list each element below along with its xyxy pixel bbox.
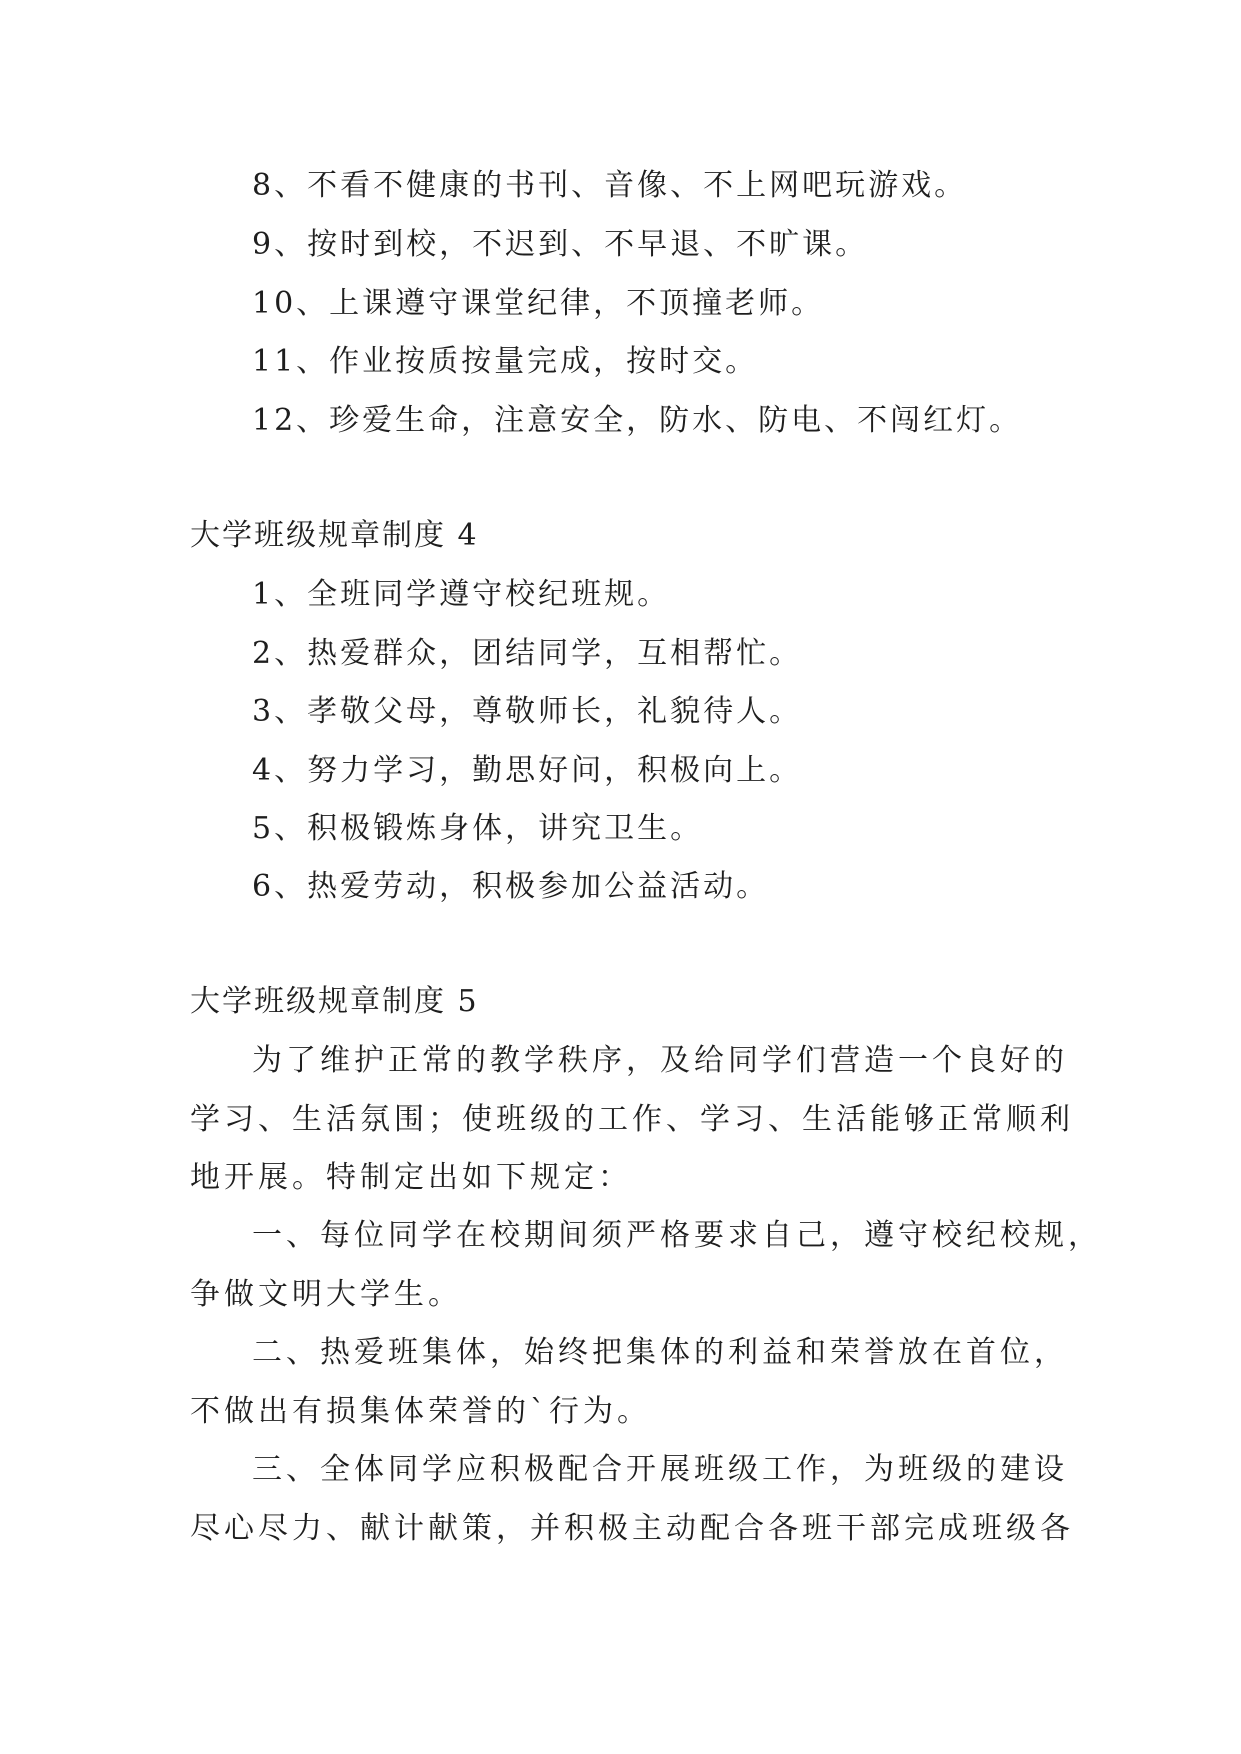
section-4-item-6: 6、热爱劳动，积极参加公益活动。 xyxy=(252,869,770,904)
section-5-line-7: 不做出有损集体荣誉的`行为。 xyxy=(190,1394,651,1429)
section-5-line-2: 学习、生活氛围；使班级的工作、学习、生活能够正常顺利 xyxy=(190,1102,1074,1137)
section-5-line-6: 二、热爱班集体，始终把集体的利益和荣誉放在首位， xyxy=(252,1335,1068,1370)
section-4-item-2: 2、热爱群众，团结同学，互相帮忙。 xyxy=(252,636,803,671)
section-5-title: 大学班级规章制度 5 xyxy=(190,984,479,1019)
section-4-item-4: 4、努力学习，勤思好问，积极向上。 xyxy=(252,753,803,788)
rule-item-8: 8、不看不健康的书刊、音像、不上网吧玩游戏。 xyxy=(252,168,968,203)
section-4-item-1: 1、全班同学遵守校纪班规。 xyxy=(252,577,671,612)
section-4-item-5: 5、积极锻炼身体，讲究卫生。 xyxy=(252,811,704,846)
rule-item-10: 10、上课遵守课堂纪律，不顶撞老师。 xyxy=(252,286,825,321)
rule-item-9: 9、按时到校，不迟到、不早退、不旷课。 xyxy=(252,227,869,262)
section-5-line-9: 尽心尽力、献计献策，并积极主动配合各班干部完成班级各 xyxy=(190,1511,1074,1546)
section-5-line-1: 为了维护正常的教学秩序，及给同学们营造一个良好的 xyxy=(252,1043,1068,1078)
section-5-line-5: 争做文明大学生。 xyxy=(190,1277,462,1312)
rule-item-11: 11、作业按质按量完成，按时交。 xyxy=(252,344,759,379)
section-4-title: 大学班级规章制度 4 xyxy=(190,518,479,553)
section-4-item-3: 3、孝敬父母，尊敬师长，礼貌待人。 xyxy=(252,694,803,729)
section-5-line-3: 地开展。特制定出如下规定： xyxy=(190,1160,632,1195)
rule-item-12: 12、珍爱生命，注意安全，防水、防电、不闯红灯。 xyxy=(252,403,1023,438)
section-5-line-8: 三、全体同学应积极配合开展班级工作，为班级的建设 xyxy=(252,1452,1068,1487)
section-5-line-4: 一、每位同学在校期间须严格要求自己，遵守校纪校规， xyxy=(252,1218,1102,1253)
